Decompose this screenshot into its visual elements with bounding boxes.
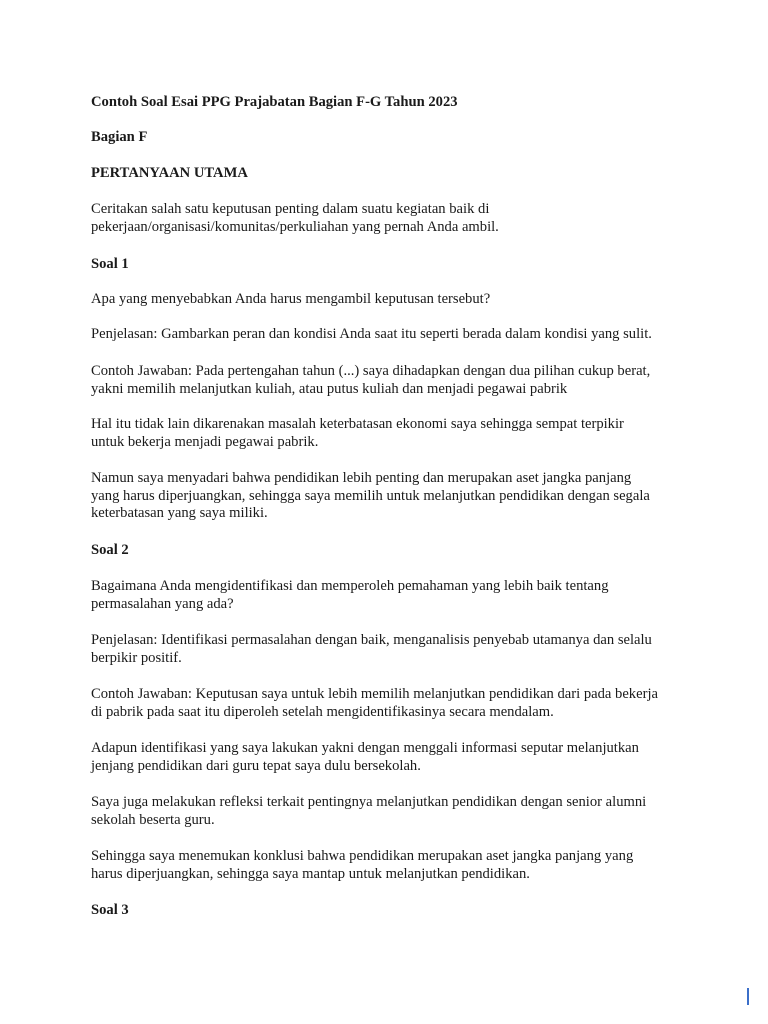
text-line: berpikir positif. [91,649,182,666]
soal2-paragraph-4 [91,848,691,883]
text-line: yang harus diperjuangkan, sehingga saya memilih untuk melanjutkan pendidikan dengan segala [91,487,650,504]
soal2-paragraph-3 [91,794,691,829]
soal2-answer [91,686,691,721]
text-line: harus diperjuangkan, sehingga saya mantap untuk melanjutkan pendidikan. [91,865,530,882]
soal1-paragraph-3 [91,470,691,523]
text-line: Adapun identifikasi yang saya lakukan yakni dengan menggali informasi seputar melanjutkan [91,740,639,756]
text-line: Namun saya menyadari bahwa pendidikan lebih penting dan merupakan aset jangka panjang [91,470,632,486]
text-line: permasalahan yang ada? [91,595,234,612]
text-line: di pabrik pada saat itu diperoleh setelah mengidentifikasinya secara mendalam. [91,703,554,720]
section-heading: Bagian F [91,129,148,145]
text-line: sekolah beserta guru. [91,811,215,828]
text-line: Sehingga saya menemukan konklusi bahwa pendidikan merupakan aset jangka panjang yang [91,848,634,864]
text-line: keterbatasan yang saya miliki. [91,505,268,522]
soal1-answer [91,363,691,398]
intro-paragraph [91,201,691,236]
text-line: Bagaimana Anda mengidentifikasi dan memperoleh pemahaman yang lebih baik tentang [91,578,609,594]
soal1-heading: Soal 1 [91,256,129,272]
soal2-question [91,578,691,613]
text-line: jenjang pendidikan dari guru tepat saya dulu bersekolah. [91,757,421,774]
soal1-question: Apa yang menyebabkan Anda harus mengambil keputusan tersebut? [91,291,491,307]
text-line: Ceritakan salah satu keputusan penting dalam suatu kegiatan baik di [91,201,490,217]
text-line: Hal itu tidak lain dikarenakan masalah keterbatasan ekonomi saya sehingga sempat terpikir [91,416,624,432]
text-cursor [747,988,749,1005]
soal1-explanation: Penjelasan: Gambarkan peran dan kondisi Anda saat itu seperti berada dalam kondisi yang sulit. [91,326,652,342]
soal1-paragraph-2 [91,416,691,451]
soal2-heading: Soal 2 [91,542,129,558]
text-line: Penjelasan: Identifikasi permasalahan dengan baik, menganalisis penyebab utamanya dan selalu [91,632,652,648]
soal3-heading: Soal 3 [91,902,129,918]
text-line: Contoh Jawaban: Keputusan saya untuk lebih memilih melanjutkan pendidikan dari pada bekerja [91,686,658,702]
text-line: pekerjaan/organisasi/komunitas/perkuliahan yang pernah Anda ambil. [91,218,499,235]
document-title: Contoh Soal Esai PPG Prajabatan Bagian F-G Tahun 2023 [91,94,458,110]
soal2-paragraph-2 [91,740,691,775]
text-line: untuk bekerja menjadi pegawai pabrik. [91,433,319,450]
text-line: Contoh Jawaban: Pada pertengahan tahun (...) saya dihadapkan dengan dua pilihan cukup berat, [91,363,651,379]
text-line: Saya juga melakukan refleksi terkait pentingnya melanjutkan pendidikan dengan senior alumni [91,794,647,810]
soal2-explanation [91,632,691,667]
main-heading: PERTANYAAN UTAMA [91,165,248,181]
text-line: yakni memilih melanjutkan kuliah, atau putus kuliah dan menjadi pegawai pabrik [91,380,568,397]
